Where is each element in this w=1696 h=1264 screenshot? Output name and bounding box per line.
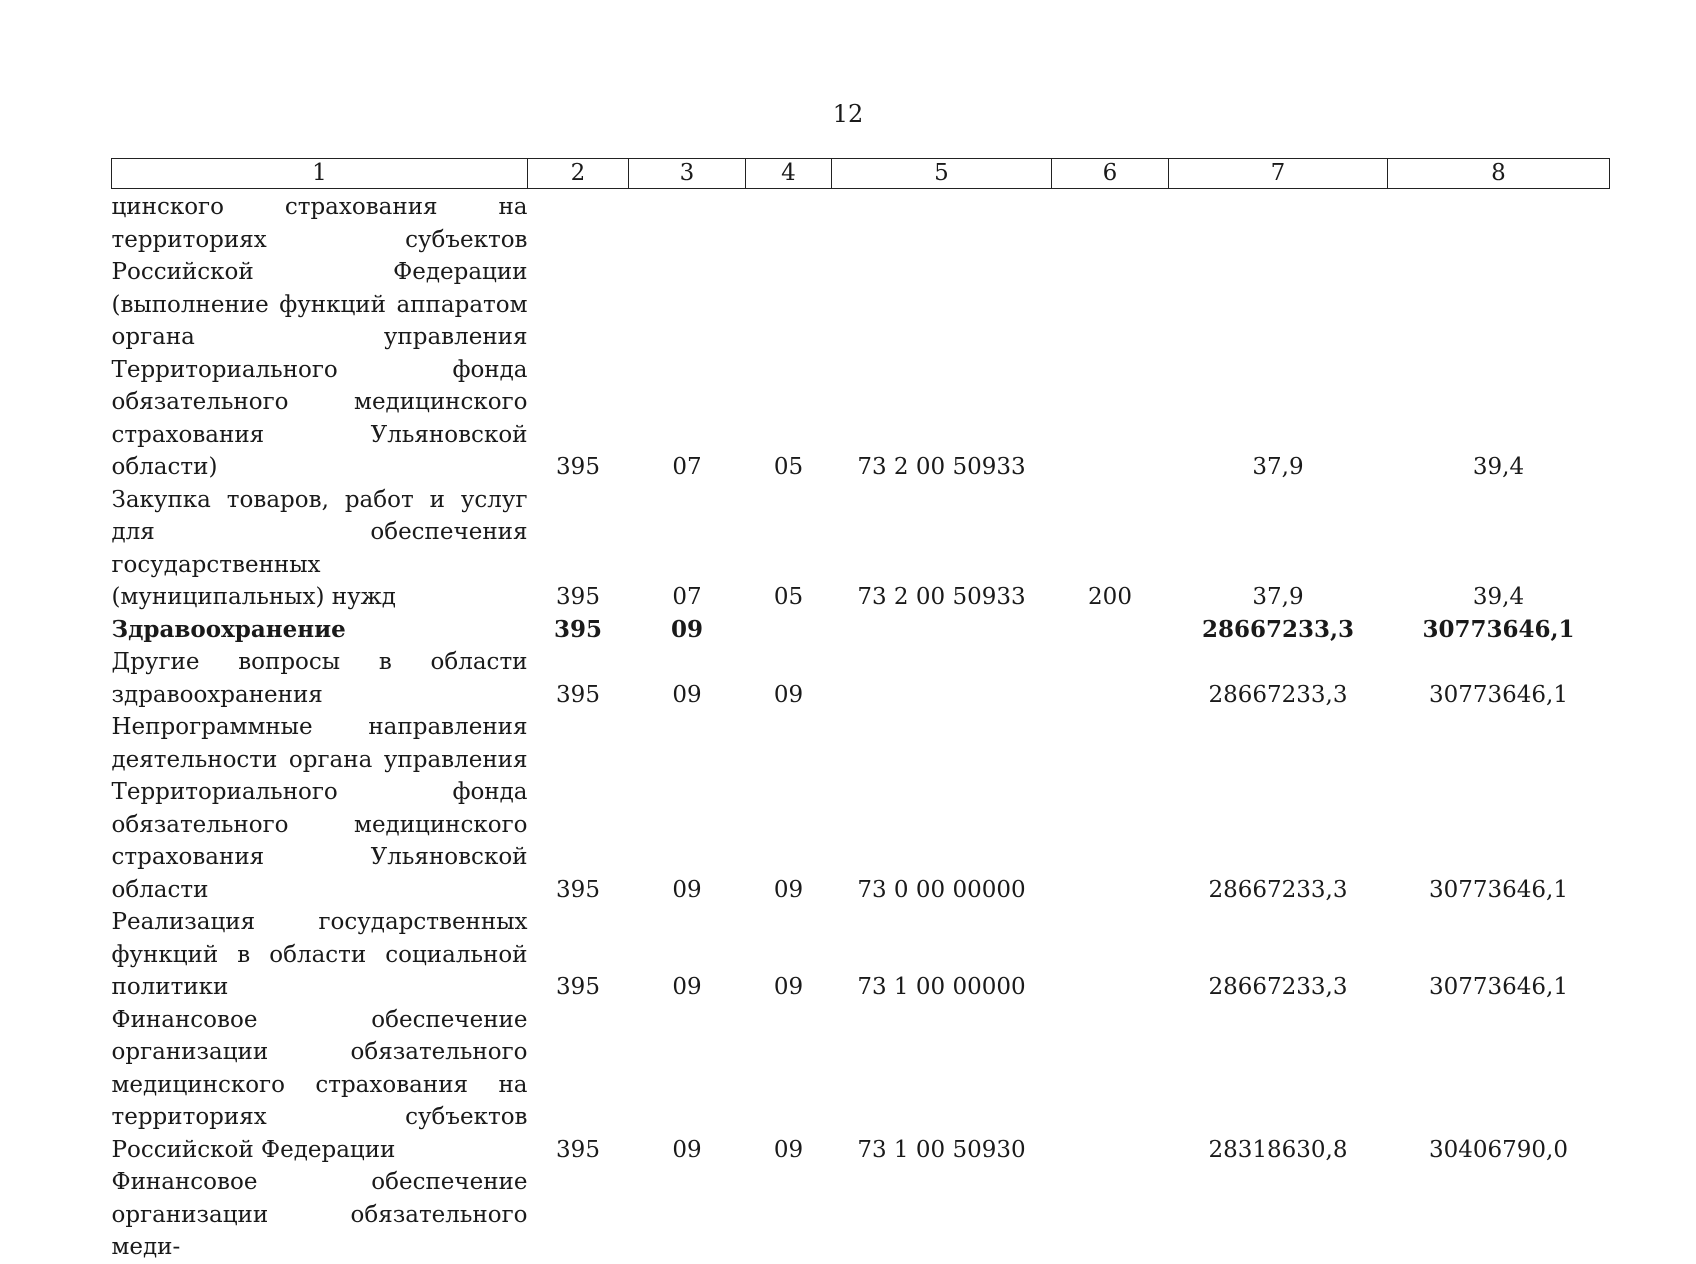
section-code-cell: 07 — [672, 454, 702, 480]
table-row — [112, 484, 1610, 614]
expense-type-cell — [1052, 646, 1169, 711]
description-cell: Закупка товаров, работ и услуг для обеспечения государственных (муниципальных) нужд — [111, 486, 528, 610]
subsection-code-cell: 09 — [773, 876, 804, 903]
target-article-cell: 73 0 00 00000 — [857, 876, 1026, 903]
expense-type-cell — [1052, 906, 1169, 1004]
subsection-code-cell: 09 — [773, 974, 804, 1000]
amount-year-1-cell: 37,9 — [1252, 454, 1304, 480]
amount-year-2-cell: 30773646,1 — [1428, 974, 1568, 1000]
expense-type-cell — [1052, 1166, 1169, 1264]
subsection-code-cell: 05 — [773, 454, 804, 480]
expense-type-cell — [1052, 189, 1169, 484]
description-cell: Реализация государственных функций в области социальной политики — [111, 909, 528, 1000]
section-code-cell: 09 — [672, 974, 702, 1000]
amount-year-2-cell: 30406790,0 — [1428, 1136, 1568, 1163]
column-header: 8 — [1388, 159, 1610, 189]
section-code-cell — [629, 1166, 746, 1264]
section-code-cell: 09 — [672, 876, 702, 903]
amount-year-1-cell: 37,9 — [1252, 584, 1304, 610]
target-article-cell: 73 2 00 50933 — [857, 454, 1026, 480]
chapter-code-cell: 395 — [556, 974, 600, 1000]
subsection-code-cell: 05 — [773, 584, 804, 610]
column-number-header — [112, 159, 1610, 189]
page-number: 12 — [832, 100, 864, 128]
column-header: 2 — [528, 159, 629, 189]
chapter-code-cell: 395 — [556, 454, 600, 480]
table-row — [112, 1166, 1610, 1264]
subsection-code-cell: 09 — [773, 1136, 804, 1163]
amount-year-2-cell: 30773646,1 — [1428, 681, 1568, 708]
table-row — [112, 646, 1610, 711]
target-article-cell — [832, 646, 1052, 711]
target-article-cell: 73 1 00 00000 — [857, 974, 1026, 1000]
target-article-cell — [832, 614, 1052, 647]
amount-year-2-cell: 30773646,1 — [1428, 876, 1568, 903]
table-row — [112, 189, 1610, 484]
target-article-cell — [832, 1166, 1052, 1264]
chapter-code-cell: 395 — [556, 876, 600, 903]
amount-year-1-cell — [1169, 1166, 1388, 1264]
column-header: 4 — [746, 159, 832, 189]
subsection-code-cell — [746, 1166, 832, 1264]
expense-type-cell — [1052, 711, 1169, 906]
chapter-code-cell: 395 — [553, 615, 602, 643]
chapter-code-cell: 395 — [556, 584, 600, 610]
chapter-code-cell — [528, 1166, 629, 1264]
column-header: 1 — [112, 159, 528, 189]
chapter-code-cell: 395 — [556, 1136, 600, 1163]
amount-year-2-cell: 39,4 — [1472, 454, 1525, 480]
subsection-code-cell — [746, 614, 832, 647]
amount-year-2-cell — [1388, 1166, 1610, 1264]
column-header: 6 — [1052, 159, 1169, 189]
column-header: 7 — [1169, 159, 1388, 189]
amount-year-1-cell: 28667233,3 — [1208, 876, 1348, 903]
section-code-cell: 09 — [672, 681, 702, 708]
table-row — [112, 1004, 1610, 1167]
subsection-code-cell: 09 — [773, 681, 804, 708]
expense-type-cell — [1052, 1004, 1169, 1167]
description-cell: Другие вопросы в области здравоохранения — [111, 649, 528, 708]
section-code-cell: 07 — [672, 584, 702, 610]
description-cell: Здравоохранение — [111, 615, 346, 643]
section-code-cell: 09 — [670, 615, 703, 643]
amount-year-1-cell: 28667233,3 — [1208, 681, 1348, 708]
amount-year-2-cell: 30773646,1 — [1422, 615, 1575, 643]
description-cell: Финансовое обеспечение организации обязательного меди- — [111, 1169, 528, 1260]
amount-year-2-cell: 39,4 — [1472, 584, 1525, 610]
target-article-cell: 73 2 00 50933 — [857, 584, 1026, 610]
description-cell: Финансовое обеспечение организации обязательного медицинского страхования на территориях субъектов Российской Федерации — [111, 1006, 528, 1163]
amount-year-1-cell: 28318630,8 — [1208, 1136, 1348, 1163]
target-article-cell: 73 1 00 50930 — [857, 1136, 1026, 1163]
table-row — [112, 614, 1610, 647]
description-cell: цинского страхования на территориях субъектов Российской Федерации (выполнение функций аппаратом органа управления Территориального фонда обязательного медицинского страхования Ульяновской области) — [111, 194, 528, 480]
amount-year-1-cell: 28667233,3 — [1208, 974, 1348, 1000]
expense-type-cell: 200 — [1088, 584, 1132, 610]
section-code-cell: 09 — [672, 1136, 702, 1163]
chapter-code-cell: 395 — [556, 681, 600, 708]
description-cell: Непрограммные направления деятельности органа управления Территориального фонда обязательного медицинского страхования Ульяновской области — [111, 714, 528, 903]
table-row — [112, 711, 1610, 906]
column-header: 3 — [629, 159, 746, 189]
column-header: 5 — [832, 159, 1052, 189]
expense-type-cell — [1052, 614, 1169, 647]
amount-year-1-cell: 28667233,3 — [1201, 615, 1355, 643]
budget-table — [111, 158, 1610, 1264]
table-row — [112, 906, 1610, 1004]
